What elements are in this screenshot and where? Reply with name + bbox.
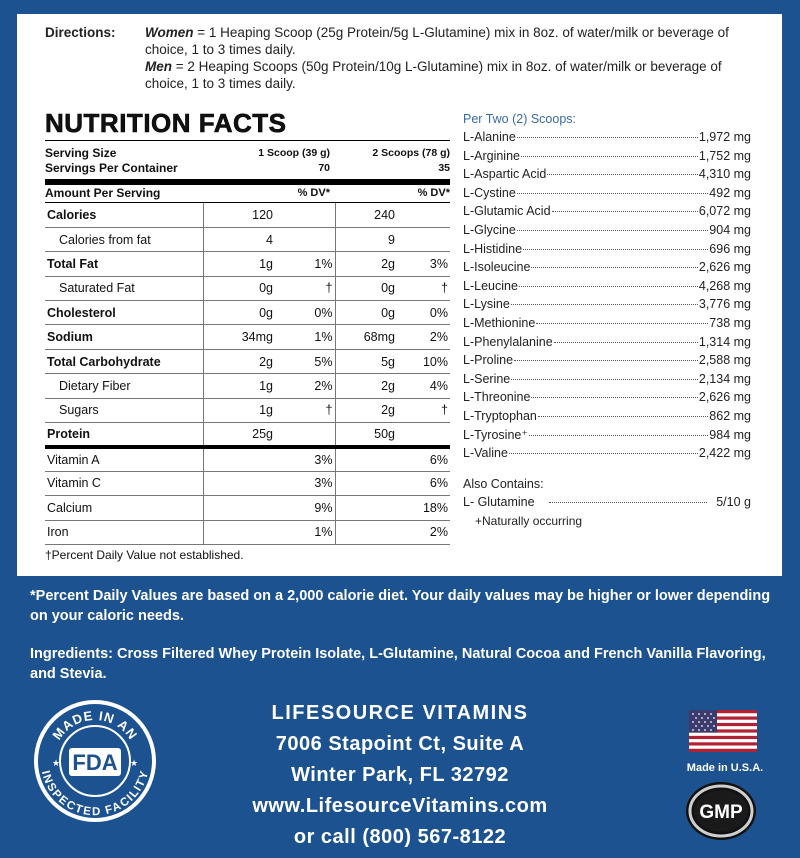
nutrition-cell-v2: 5g	[335, 349, 397, 373]
amino-name: L-Tyrosine⁺	[463, 427, 528, 442]
nutrition-cell-label: Total Fat	[45, 252, 203, 276]
nutrition-cell-v1: 25g	[203, 423, 275, 447]
nutrition-cell-d1: †	[275, 276, 335, 300]
nutrition-row	[45, 496, 450, 520]
amino-row	[463, 370, 751, 389]
nutrition-cell-d1: 9%	[275, 496, 335, 520]
nutrition-cell-v1: 0g	[203, 276, 275, 300]
dv-header-1: % DV*	[297, 187, 330, 199]
nutrition-cell-v1	[203, 447, 275, 471]
nutrition-cell-v1: 1g	[203, 374, 275, 398]
leader-dots	[519, 286, 698, 287]
amino-row	[463, 426, 751, 445]
amino-name: L-Threonine	[463, 390, 531, 405]
label-panel	[17, 14, 782, 576]
directions-women	[145, 24, 765, 58]
nutrition-cell-label: Cholesterol	[45, 301, 203, 325]
leader-dots	[531, 397, 697, 398]
amino-row	[463, 407, 751, 426]
nutrition-cell-v1: 34mg	[203, 325, 275, 349]
amino-name: L-Methionine	[463, 315, 536, 330]
nutrition-cell-v2: 240	[335, 203, 397, 227]
nutrition-cell-v2: 9	[335, 227, 397, 251]
svg-text:★: ★	[129, 758, 139, 768]
gmp-badge-icon	[684, 780, 758, 842]
leader-dots	[529, 435, 708, 436]
servings-row	[45, 161, 450, 176]
nutrition-cell-label: Iron	[45, 520, 203, 544]
also-contains	[463, 475, 751, 532]
servings-label: Servings Per Container	[45, 161, 178, 175]
amino-row	[463, 444, 751, 463]
amino-row	[463, 221, 751, 240]
amino-row	[463, 240, 751, 259]
amino-value: 1,314 mg	[698, 334, 751, 349]
amino-row	[463, 333, 751, 352]
leader-dots	[538, 416, 708, 417]
nutrition-row	[45, 227, 450, 251]
nutrition-cell-v2: 50g	[335, 423, 397, 447]
nutrition-cell-v1: 0g	[203, 301, 275, 325]
nutrition-row	[45, 447, 450, 471]
amino-name: L-Isoleucine	[463, 260, 531, 275]
nutrition-cell-d2: 6%	[397, 447, 450, 471]
nutrition-cell-d2	[397, 203, 450, 227]
nutrition-cell-v1: 120	[203, 203, 275, 227]
nutrition-cell-label: Vitamin C	[45, 471, 203, 495]
nutrition-row	[45, 276, 450, 300]
nutrition-cell-v2: 0g	[335, 276, 397, 300]
nutrition-cell-d1: 1%	[275, 325, 335, 349]
nutrition-cell-d1: 3%	[275, 471, 335, 495]
amino-value: 3,776 mg	[698, 297, 751, 312]
nutrition-cell-v2	[335, 471, 397, 495]
amino-acid-profile	[463, 112, 751, 531]
nutrition-cell-d2: 6%	[397, 471, 450, 495]
amino-row	[463, 277, 751, 296]
leader-dots	[517, 137, 698, 138]
ingredients: Ingredients: Cross Filtered Whey Protein Isolate, L-Glutamine, Natural Cocoa and French Vanilla Flavoring, and Stevia.	[30, 646, 766, 682]
men-text: = 2 Heaping Scoops (50g Protein/10g L-Glutamine) mix in 8oz. of water/milk or beverage of choice, 1 to 3 times daily.	[145, 59, 722, 91]
nutrition-cell-d1	[275, 203, 335, 227]
amino-name: L-Alanine	[463, 130, 516, 144]
men-label: Men	[145, 59, 172, 74]
glutamine-row	[463, 493, 751, 512]
nutrition-cell-v2: 68mg	[335, 325, 397, 349]
nutrition-cell-d1: 1%	[275, 252, 335, 276]
nutrition-cell-v2	[335, 447, 397, 471]
leader-dots	[517, 193, 709, 194]
nutrition-cell-label: Vitamin A	[45, 447, 203, 471]
leader-dots	[511, 304, 698, 305]
nutrition-row	[45, 325, 450, 349]
city-address: Winter Park, FL 32792	[291, 764, 509, 786]
nutrition-cell-label: Calories from fat	[45, 227, 203, 251]
nutrition-cell-v1	[203, 496, 275, 520]
nutrition-cell-v1: 1g	[203, 252, 275, 276]
nutrition-row	[45, 301, 450, 325]
nutrition-row	[45, 349, 450, 373]
company-name: LIFESOURCE VITAMINS	[271, 702, 529, 724]
amino-value: 1,972 mg	[698, 130, 751, 144]
nutrition-cell-v1: 2g	[203, 349, 275, 373]
leader-dots	[511, 379, 698, 380]
leader-dots	[509, 453, 698, 454]
glutamine-name: L- Glutamine	[463, 494, 535, 509]
nutrition-cell-d1	[275, 423, 335, 447]
leader-dots	[554, 342, 698, 343]
nutrition-cell-v1: 4	[203, 227, 275, 251]
nutrition-cell-d2: 2%	[397, 325, 450, 349]
nutrition-cell-d2: 3%	[397, 252, 450, 276]
nutrition-cell-label: Total Carbohydrate	[45, 349, 203, 373]
seal-bottom-text: INSPECTED FACILITY	[38, 769, 152, 819]
women-label: Women	[145, 25, 194, 40]
amino-value: 6,072 mg	[698, 204, 751, 219]
nutrition-cell-d2: 10%	[397, 349, 450, 373]
leader-dots	[549, 502, 708, 503]
nutrition-row	[45, 203, 450, 227]
amino-name: L-Histidine	[463, 241, 523, 256]
nutrition-cell-v2: 2g	[335, 374, 397, 398]
amino-name: L-Tryptophan	[463, 408, 537, 423]
nutrition-row	[45, 374, 450, 398]
nutrition-cell-v2	[335, 520, 397, 544]
amino-name: L-Cystine	[463, 185, 516, 200]
contact-block	[200, 698, 600, 853]
seal-center-text: FDA	[72, 750, 118, 775]
street-address: 7006 Stapoint Ct, Suite A	[275, 733, 525, 755]
amino-value: 738 mg	[709, 315, 751, 330]
nutrition-row	[45, 423, 450, 447]
amino-value: 2,588 mg	[698, 353, 751, 368]
nutrition-footnote: †Percent Daily Value not established.	[45, 547, 244, 562]
amino-value: 4,310 mg	[698, 167, 751, 182]
svg-text:★: ★	[51, 758, 61, 768]
leader-dots	[523, 249, 708, 250]
servings-2: 35	[438, 162, 450, 174]
amino-value: 2,626 mg	[698, 390, 751, 405]
amino-name: L-Lysine	[463, 297, 510, 312]
nutrition-cell-d1: 5%	[275, 349, 335, 373]
nutrition-cell-d1: 1%	[275, 520, 335, 544]
leader-dots	[552, 211, 698, 212]
amino-name: L-Proline	[463, 353, 514, 368]
dv-header-2: % DV*	[417, 187, 450, 199]
nutrition-cell-d2: 2%	[397, 520, 450, 544]
amino-row	[463, 184, 751, 203]
amino-row	[463, 351, 751, 370]
fda-seal-icon	[32, 698, 158, 824]
nutrition-row	[45, 471, 450, 495]
amino-name: L-Phenylalanine	[463, 334, 553, 349]
also-contains-header: Also Contains:	[463, 476, 544, 491]
amino-list	[463, 128, 751, 463]
nutrition-cell-v1: 1g	[203, 398, 275, 422]
serving-size-1: 1 Scoop (39 g)	[258, 147, 330, 159]
nutrition-cell-v2: 0g	[335, 301, 397, 325]
amino-header: Per Two (2) Scoops:	[463, 112, 577, 126]
amino-name: L-Valine	[463, 446, 508, 461]
amino-name: L-Glycine	[463, 222, 516, 237]
amino-value: 2,134 mg	[698, 371, 751, 386]
seal-top-text: MADE IN AN	[49, 707, 141, 743]
nutrition-cell-d2: †	[397, 398, 450, 422]
nutrition-cell-d1: 0%	[275, 301, 335, 325]
serving-size-label: Serving Size	[45, 146, 117, 160]
naturally-occurring-note: +Naturally occurring	[475, 514, 583, 529]
amino-name: L-Glutamic Acid	[463, 204, 551, 219]
amino-row	[463, 202, 751, 221]
website-link[interactable]: www.LifesourceVitamins.com	[252, 795, 548, 817]
leader-dots	[531, 267, 697, 268]
made-in-usa: Made in U.S.A.	[686, 762, 764, 774]
nutrition-table	[45, 203, 450, 545]
nutrition-cell-d2	[397, 227, 450, 251]
amino-value: 1,752 mg	[698, 148, 751, 163]
amino-value: 696 mg	[709, 241, 751, 256]
nutrition-cell-d2: 0%	[397, 301, 450, 325]
nutrition-cell-label: Calcium	[45, 496, 203, 520]
directions-label: Directions:	[45, 25, 116, 40]
nutrition-cell-d2: †	[397, 276, 450, 300]
amino-value: 2,422 mg	[698, 446, 751, 461]
nutrition-cell-d2: 4%	[397, 374, 450, 398]
nutrition-cell-label: Dietary Fiber	[45, 374, 203, 398]
amino-row	[463, 147, 751, 166]
serving-size-2: 2 Scoops (78 g)	[372, 147, 450, 159]
dv-note: *Percent Daily Values are based on a 2,000 calorie diet. Your daily values may be higher or lower depending on your caloric needs.	[30, 588, 771, 624]
amino-name: L-Leucine	[463, 278, 518, 293]
us-flag-icon	[689, 710, 757, 752]
amino-row	[463, 388, 751, 407]
directions-men	[145, 58, 765, 92]
amino-row	[463, 128, 751, 147]
nutrition-facts	[45, 108, 450, 562]
nutrition-cell-d1: 2%	[275, 374, 335, 398]
gmp-text: GMP	[699, 802, 743, 823]
nutrition-row	[45, 398, 450, 422]
amino-name: L-Aspartic Acid	[463, 167, 547, 182]
amino-value: 904 mg	[709, 222, 751, 237]
nutrition-cell-label: Sodium	[45, 325, 203, 349]
amino-value: 492 mg	[709, 185, 751, 200]
nutrition-cell-label: Calories	[45, 203, 203, 227]
amino-name: L-Arginine	[463, 148, 520, 163]
nutrition-cell-v2	[335, 496, 397, 520]
nutrition-cell-d2	[397, 423, 450, 447]
leader-dots	[514, 360, 698, 361]
nutrition-title: NUTRITION FACTS	[45, 108, 450, 141]
nutrition-cell-v2: 2g	[335, 398, 397, 422]
amount-label: Amount Per Serving	[45, 186, 161, 200]
nutrition-cell-d1: 3%	[275, 447, 335, 471]
amino-value: 4,268 mg	[698, 278, 751, 293]
nutrition-row	[45, 252, 450, 276]
amino-row	[463, 295, 751, 314]
amino-value: 984 mg	[709, 427, 751, 442]
leader-dots	[517, 230, 709, 231]
serving-size-row	[45, 146, 450, 161]
phone-number: or call (800) 567-8122	[293, 826, 507, 848]
amino-row	[463, 165, 751, 184]
amino-value: 2,626 mg	[698, 260, 751, 275]
servings-1: 70	[318, 162, 330, 174]
directions	[45, 24, 765, 92]
nutrition-cell-d2: 18%	[397, 496, 450, 520]
leader-dots	[521, 156, 698, 157]
nutrition-cell-label: Saturated Fat	[45, 276, 203, 300]
nutrition-cell-v1	[203, 520, 275, 544]
leader-dots	[536, 323, 708, 324]
women-text: = 1 Heaping Scoop (25g Protein/5g L-Glutamine) mix in 8oz. of water/milk or beverage of choice, 1 to 3 times daily.	[145, 25, 729, 57]
leader-dots	[547, 174, 698, 175]
nutrition-cell-v1	[203, 471, 275, 495]
nutrition-cell-v2: 2g	[335, 252, 397, 276]
nutrition-cell-d1	[275, 227, 335, 251]
amino-value: 862 mg	[709, 408, 751, 423]
amount-header	[45, 185, 450, 203]
amino-row	[463, 258, 751, 277]
amino-row	[463, 314, 751, 333]
nutrition-row	[45, 520, 450, 544]
nutrition-cell-label: Protein	[45, 423, 203, 447]
nutrition-cell-label: Sugars	[45, 398, 203, 422]
amino-name: L-Serine	[463, 371, 511, 386]
glutamine-value: 5/10 g	[716, 494, 751, 509]
nutrition-cell-d1: †	[275, 398, 335, 422]
